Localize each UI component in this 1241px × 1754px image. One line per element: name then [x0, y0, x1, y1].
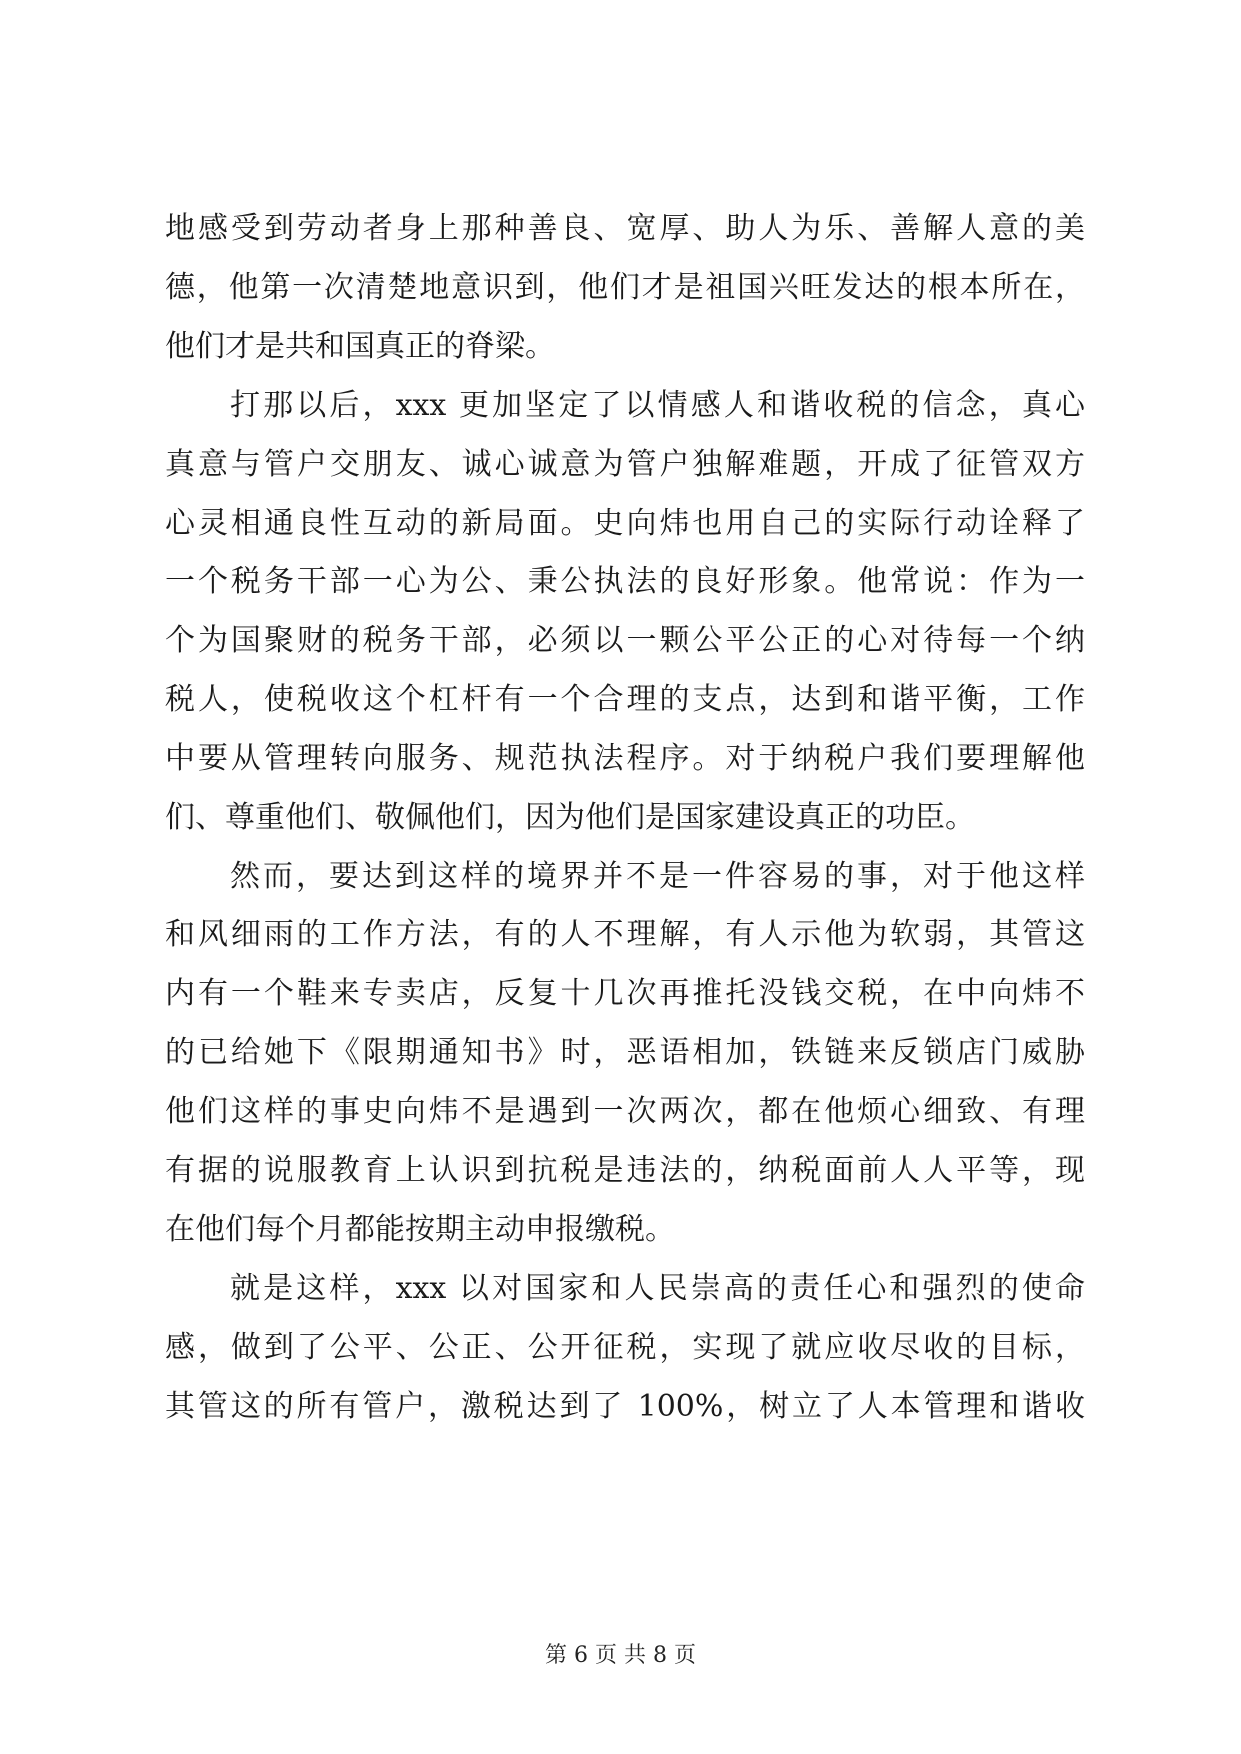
body-text-line: 真意与管户交朋友、诚心诚意为管户独解难题，开成了征管双方	[165, 447, 1085, 482]
page-number-footer: 第 6 页 共 8 页	[545, 1643, 696, 1668]
body-text-line: 德，他第一次清楚地意识到，他们才是祖国兴旺发达的根本所在，	[165, 270, 1085, 305]
body-text-line: 在他们每个月都能按期主动申报缴税。	[165, 1212, 675, 1247]
body-text-line: 就是这样，xxx 以对国家和人民崇高的责任心和强烈的使命	[230, 1271, 1085, 1306]
body-text-line: 有据的说服教育上认识到抗税是违法的，纳税面前人人平等，现	[165, 1153, 1085, 1188]
body-text-line: 和风细雨的工作方法，有的人不理解，有人示他为软弱，其管这	[165, 917, 1085, 952]
body-text-line: 们、尊重他们、敬佩他们，因为他们是国家建设真正的功臣。	[165, 800, 975, 835]
body-text-line: 感，做到了公平、公正、公开征税，实现了就应收尽收的目标，	[165, 1330, 1085, 1365]
body-text-line: 其管这的所有管户，激税达到了 100%，树立了人本管理和谐收	[165, 1389, 1085, 1424]
body-text-line: 心灵相通良性互动的新局面。史向炜也用自己的实际行动诠释了	[165, 506, 1085, 541]
body-text-line: 中要从管理转向服务、规范执法程序。对于纳税户我们要理解他	[165, 741, 1085, 776]
body-text-line: 内有一个鞋来专卖店，反复十几次再推托没钱交税，在中向炜不	[165, 976, 1085, 1011]
body-text-line: 然而，要达到这样的境界并不是一件容易的事，对于他这样	[230, 859, 1085, 894]
body-text-line: 打那以后，xxx 更加坚定了以情感人和谐收税的信念，真心	[230, 388, 1085, 423]
body-text-line: 的已给她下《限期通知书》时，恶语相加，铁链来反锁店门威胁	[165, 1035, 1085, 1070]
body-text-line: 他们这样的事史向炜不是遇到一次两次，都在他烦心细致、有理	[165, 1094, 1085, 1129]
body-text-line: 他们才是共和国真正的脊梁。	[165, 329, 555, 364]
body-text-line: 一个税务干部一心为公、秉公执法的良好形象。他常说：作为一	[165, 564, 1085, 599]
body-text-line: 税人，使税收这个杠杆有一个合理的支点，达到和谐平衡，工作	[165, 682, 1085, 717]
body-text-line: 地感受到劳动者身上那种善良、宽厚、助人为乐、善解人意的美	[165, 211, 1085, 246]
body-text-line: 个为国聚财的税务干部，必须以一颗公平公正的心对待每一个纳	[165, 623, 1085, 658]
